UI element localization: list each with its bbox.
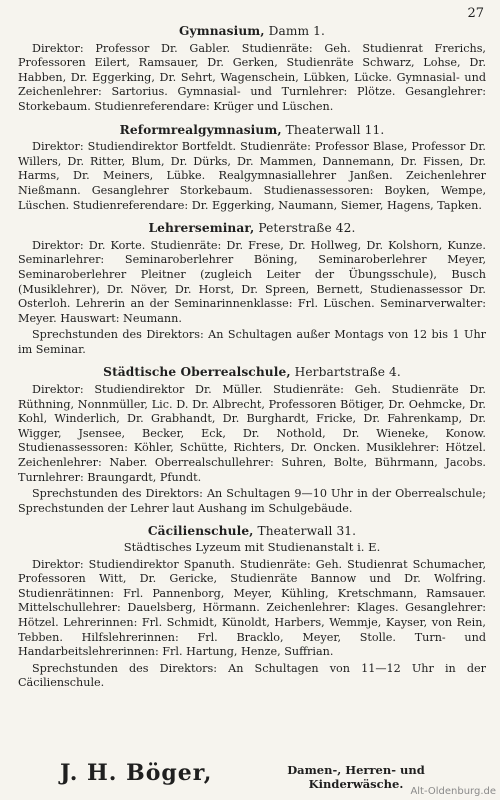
section-subheading: Städtisches Lyzeum mit Studienanstalt i. E. [123,540,381,554]
office-hours-paragraph: Sprechstunden des Direktors: An Schultagen 9—10 Uhr in der Oberrealschule; Sprechstunden der Lehrer laut Aushang im Schulgebäude. [18,487,486,515]
section-heading [18,524,486,539]
staff-paragraph: Direktor: Professor Dr. Gabler. Studienräte: Geh. Studienrat Frerichs, Professoren Eilert, Ramsauer, Dr. Gerken, Studienräte Schwarz, Lohse, Dr. Habben, Dr. Eggerking, Dr. Sehrt, Wagenschein, Lübken, Lücke. Gymnasial- und Zeichenlehrer: Sartorius. Gymnasial- und Turnlehrer: Plötze. Gesanglehrer: Storkebaum. Studienreferendare: Krüger und Lüschen. [18,41,486,113]
school-address: Peterstraße 42. [254,221,356,236]
section-lehrerseminar [18,221,486,357]
school-address: Theaterwall 11. [281,122,385,137]
section-heading [18,365,486,380]
school-name: Reformrealgymnasium, [119,122,282,137]
section-oberrealschule [18,365,486,516]
school-name: Lehrerseminar, [148,221,255,236]
school-address: Herbartstraße 4. [290,365,401,380]
section-heading [18,24,486,39]
directory-content [18,24,486,699]
office-hours-paragraph: Sprechstunden des Direktors: An Schultagen außer Montags von 12 bis 1 Uhr im Seminar. [18,328,486,356]
section-caecilienschule [18,524,486,691]
section-gymnasium [18,24,486,115]
advertiser-name: J. H. Böger, [60,760,213,786]
school-name: Städtische Oberrealschule, [103,365,291,380]
section-heading [18,123,486,138]
advertiser-goods: Damen-, Herren- und Kinderwäsche. [287,763,425,791]
staff-paragraph: Direktor: Studiendirektor Spanuth. Studienräte: Geh. Studienrat Schumacher, Professoren Witt, Dr. Gericke, Studienräte Bannow und Dr. Wolfring. Studienrätinnen: Frl. Pannenborg, Meyer, Kühling, Kretschmann, Ramsauer. Mittelschullehrer: Dauelsberg, Hörmann. Zeichenlehrer: Klages. Gesanglehrer: Hötzel. Lehrerinnen: Frl. Schmidt, Künoldt, Harbers, Wemmje, Kayser, von Rein, Tebben. Hilfslehrerinnen: Frl. Bracklo, Meyer, Stolle. Turn- und Handarbeitslehrerinnen: Frl. Hartung, Henze, Suffrian. [18,557,486,659]
school-address: Theaterwall 31. [253,524,357,539]
section-reformrealgymnasium [18,123,486,214]
section-heading [18,221,486,236]
staff-paragraph: Direktor: Dr. Korte. Studienräte: Dr. Frese, Dr. Hollweg, Dr. Kolshorn, Kunze. Seminarlehrer: Seminaroberlehrer Böning, Seminaroberlehrer Meyer, Seminaroberlehrer Pleitner (zugleich Leiter der Übungsschule), Busch (Musiklehrer), Dr. Növer, Dr. Horst, Dr. Spreen, Bernett, Studienassessor Dr. Osterloh. Lehrerin an der Seminarinnenklasse: Frl. Lüschen. Seminarverwalter: Meyer. Hauswart: Neumann. [18,238,486,325]
staff-paragraph: Direktor: Studiendirektor Dr. Müller. Studienräte: Geh. Studienräte Dr. Rüthning, Nonnmüller, Lic. D. Dr. Albrecht, Professoren Bötiger, Dr. Oehmcke, Dr. Kohl, Winderlich, Dr. Grabhandt, Dr. Burghardt, Fricke, Dr. Fahrenkamp, Dr. Wigger, Jsensee, Becker, Eck, Dr. Nothold, Dr. Wieneke, Konow. Studienassessoren: Köhler, Schütte, Richters, Dr. Oncken. Musiklehrer: Hötzel. Zeichenlehrer: Naber. Oberrealschullehrer: Suhren, Bolte, Bührmann, Jacobs. Turnlehrer: Braungardt, Pfundt. [18,383,486,484]
school-name: Cäcilienschule, [147,524,254,539]
office-hours-paragraph: Sprechstunden des Direktors: An Schultagen von 11—12 Uhr in der Cäcilienschule. [18,661,486,690]
watermark: Alt-Oldenburg.de [410,786,496,797]
staff-paragraph: Direktor: Studiendirektor Bortfeldt. Studienräte: Professor Blase, Professor Dr. Willers, Dr. Ritter, Blum, Dr. Dürks, Dr. Mammen, Dannemann, Dr. Fissen, Dr. Harms, Dr. Meiners, Lübke. Realgymnasiallehrer Janßen. Zeichenlehrer Nießmann. Gesanglehrer Storkebaum. Studienassessoren: Boyken, Wempe, Lüschen. Studienreferendare: Dr. Eggerking, Naumann, Siemer, Hagens, Tapken. [18,140,486,212]
school-name: Gymnasium, [179,24,265,38]
advertisement [60,760,425,794]
school-address: Damm 1. [264,24,325,38]
page-number: 27 [467,6,484,21]
